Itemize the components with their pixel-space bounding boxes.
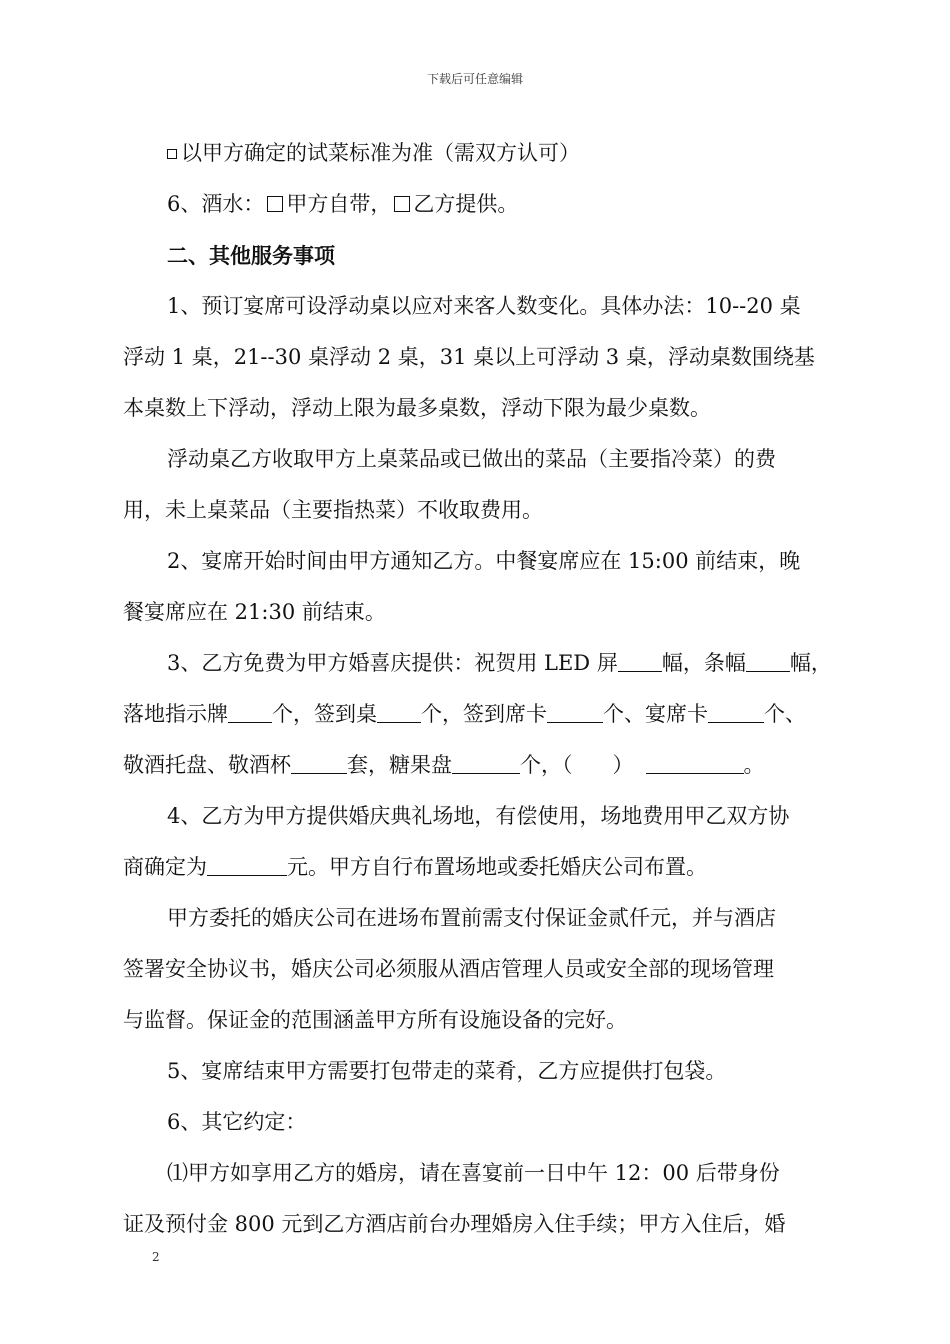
line-text: 商确定为	[123, 855, 207, 879]
fill-blank[interactable]	[228, 702, 272, 723]
paragraph-line	[123, 128, 835, 179]
paragraph-line	[123, 638, 835, 689]
line-text: 3、乙方免费为甲方婚喜庆提供：祝贺用 LED 屏	[167, 651, 618, 675]
fill-blank[interactable]	[646, 753, 744, 774]
paragraph-line: 4、乙方为甲方提供婚庆典礼场地，有偿使用，场地费用甲乙双方协	[167, 804, 790, 828]
paragraph-line: 本桌数上下浮动，浮动上限为最多桌数，浮动下限为最少桌数。	[123, 396, 711, 420]
paragraph-line: 甲方委托的婚庆公司在进场布置前需支付保证金贰仟元，并与酒店	[167, 906, 776, 930]
line-text: 敬酒托盘、敬酒杯	[123, 753, 291, 777]
page-number: 2	[152, 1250, 160, 1264]
paragraph-line: 浮动 1 桌，21--30 桌浮动 2 桌，31 桌以上可浮动 3 桌，浮动桌数围绕基	[123, 345, 815, 369]
page-header: 下载后可任意编辑	[426, 72, 523, 86]
line-text: 6、酒水：	[167, 192, 265, 216]
fill-blank[interactable]	[708, 702, 764, 723]
paragraph-line: 用，未上桌菜品（主要指热菜）不收取费用。	[123, 498, 543, 522]
paragraph-line: 浮动桌乙方收取甲方上桌菜品或已做出的菜品（主要指冷菜）的费	[167, 447, 776, 471]
fill-blank[interactable]	[746, 651, 790, 672]
paragraph-line	[123, 842, 835, 893]
fill-blank[interactable]	[207, 855, 287, 876]
paragraph-line	[123, 689, 835, 740]
fill-blank[interactable]	[547, 702, 603, 723]
paragraph-line	[123, 179, 835, 230]
fill-blank[interactable]	[291, 753, 347, 774]
section-heading: 二、其他服务事项	[167, 243, 335, 268]
paragraph-line: ⑴甲方如享用乙方的婚房，请在喜宴前一日中午 12：00 后带身份	[167, 1161, 780, 1185]
line-text: 元。甲方自行布置场地或委托婚庆公司布置。	[287, 855, 707, 879]
line-text: 个，签到席卡	[421, 702, 547, 726]
document-body	[123, 128, 835, 1250]
paragraph-line	[123, 740, 835, 791]
line-text: 个，签到桌	[272, 702, 377, 726]
paragraph-line: 与监督。保证金的范围涵盖甲方所有设施设备的完好。	[123, 1008, 627, 1032]
checkbox-icon	[394, 196, 410, 212]
line-text: 甲方自带，	[286, 192, 392, 216]
line-text: ）	[612, 753, 634, 777]
paragraph-line: 1、预订宴席可设浮动桌以应对来客人数变化。具体办法：10--20 桌	[167, 294, 801, 318]
paragraph-line: 餐宴席应在 21:30 前结束。	[123, 600, 386, 624]
fill-blank[interactable]	[377, 702, 421, 723]
paragraph-line: 2、宴席开始时间由甲方通知乙方。中餐宴席应在 15:00 前结束，晚	[167, 549, 801, 573]
fill-blank[interactable]	[452, 753, 520, 774]
line-text: 个、	[764, 702, 806, 726]
line-text: 套，糖果盘	[347, 753, 452, 777]
checkbox-icon	[167, 149, 177, 159]
paragraph-line: 签署安全协议书，婚庆公司必须服从酒店管理人员或安全部的现场管理	[123, 957, 774, 981]
checkbox-icon	[267, 196, 283, 212]
line-text: 以甲方确定的试菜标准为准（需双方认可）	[181, 141, 580, 165]
line-text: 乙方提供。	[413, 192, 519, 216]
line-text: 落地指示牌	[123, 702, 228, 726]
paragraph-line: 6、其它约定：	[167, 1110, 307, 1134]
line-text: 个、宴席卡	[603, 702, 708, 726]
line-text: 幅，	[789, 651, 832, 675]
line-text: 个，（	[520, 753, 573, 777]
line-text: 幅，条幅	[661, 651, 746, 675]
fill-blank[interactable]	[618, 651, 662, 672]
paragraph-line: 5、宴席结束甲方需要打包带走的菜肴，乙方应提供打包袋。	[167, 1059, 727, 1083]
line-text: 。	[743, 753, 765, 777]
paragraph-line: 证及预付金 800 元到乙方酒店前台办理婚房入住手续；甲方入住后，婚	[123, 1212, 786, 1236]
